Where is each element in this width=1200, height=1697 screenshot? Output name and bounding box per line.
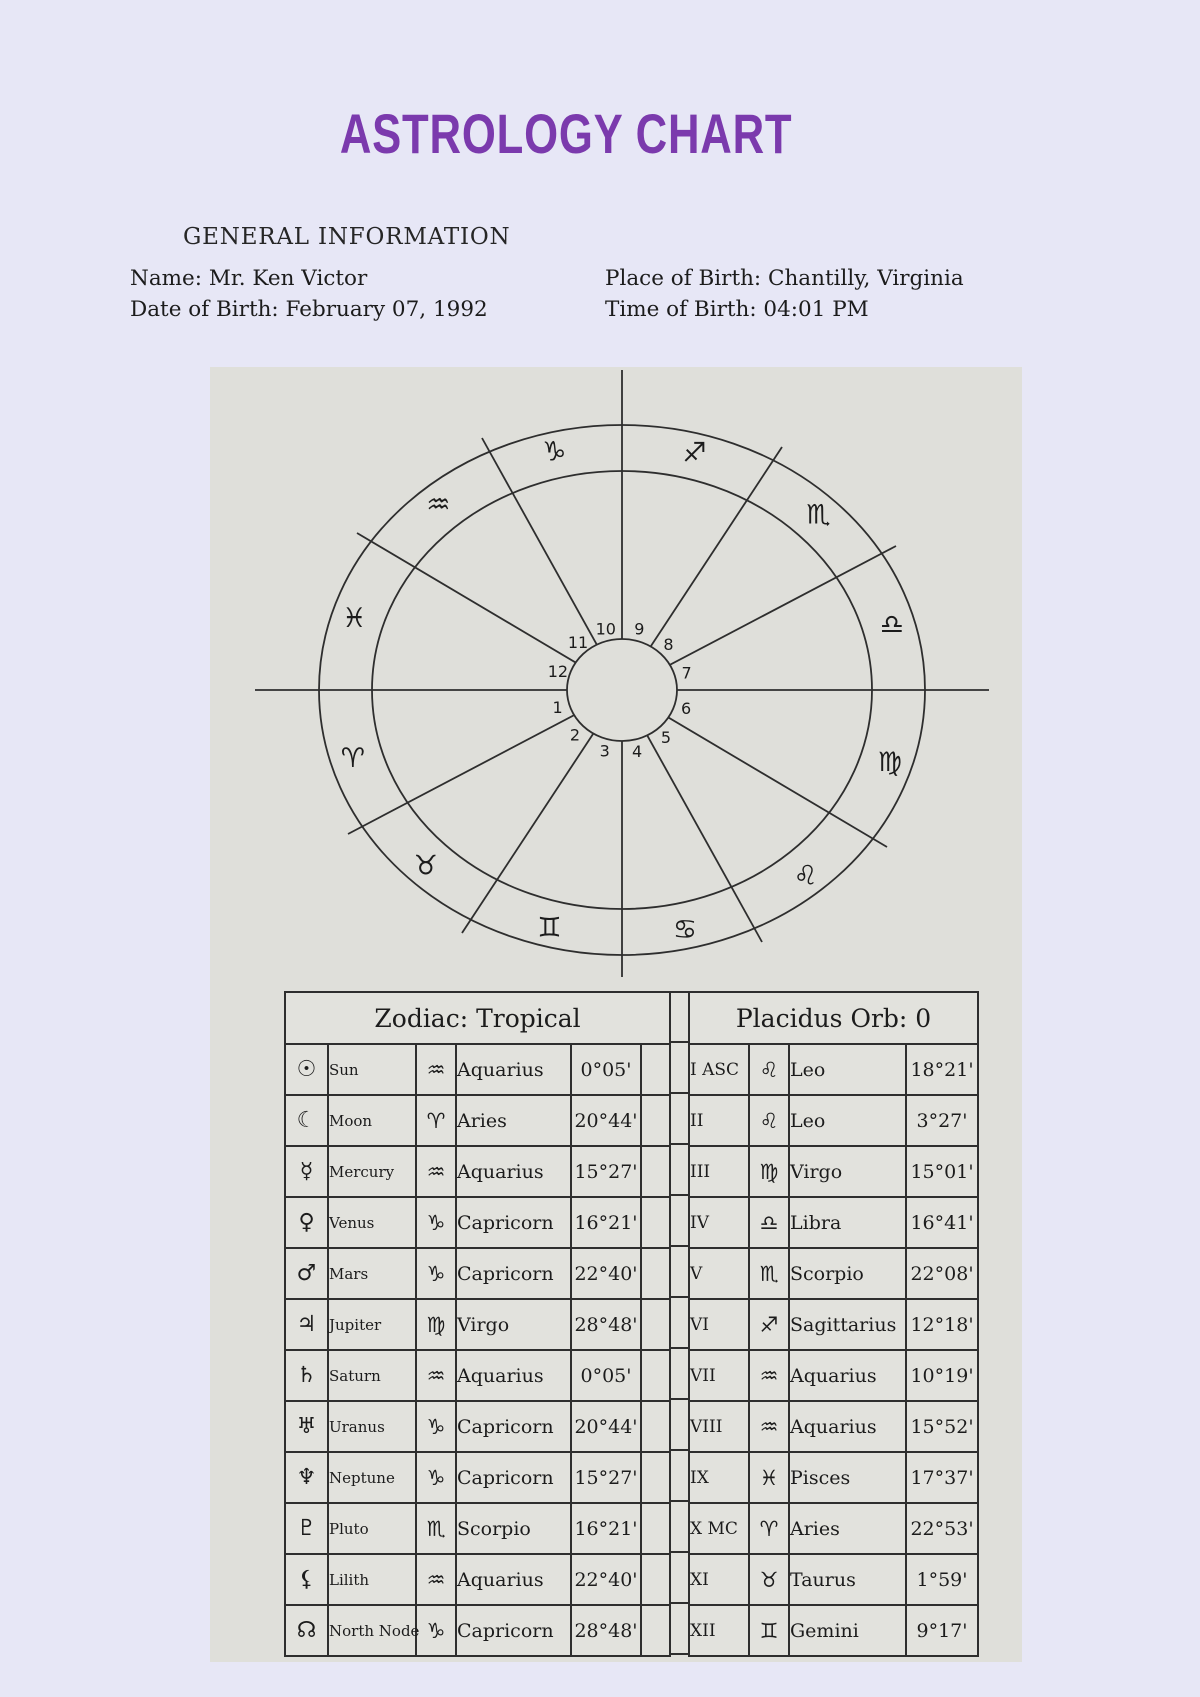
house-number-4: 4 (632, 741, 643, 761)
page-title-text: ASTROLOGY CHART (339, 102, 793, 165)
sign-name: Aquarius (456, 1554, 571, 1605)
date-of-birth-line: Date of Birth: February 07, 1992 (130, 297, 488, 322)
empty-cell (641, 1401, 670, 1452)
planet-name: Mercury (328, 1146, 416, 1197)
sign-name: Capricorn (456, 1248, 571, 1299)
zodiac-sign-taurus-icon: ♉ (413, 850, 438, 882)
house-numeral: VIII (689, 1401, 749, 1452)
degrees-value: 22°53' (906, 1503, 978, 1554)
house-number-5: 5 (660, 728, 672, 747)
sign-name: Aquarius (456, 1350, 571, 1401)
degrees-value: 16°21' (571, 1197, 641, 1248)
planet-row (285, 1146, 670, 1197)
sign-icon: ♑ (416, 1452, 456, 1503)
empty-cell (641, 1248, 670, 1299)
empty-cell (641, 1299, 670, 1350)
sign-icon: ♑ (416, 1401, 456, 1452)
sign-icon: ♍ (416, 1299, 456, 1350)
general-info-left-column (130, 263, 488, 325)
zodiac-planets-table (284, 991, 671, 1657)
sign-name: Aries (789, 1503, 906, 1554)
sign-icon: ♉ (749, 1554, 789, 1605)
planet-icon: ☉ (285, 1044, 328, 1095)
house-numeral: IX (689, 1452, 749, 1503)
house-numeral: IV (689, 1197, 749, 1248)
sign-name: Scorpio (789, 1248, 906, 1299)
sign-icon: ♒ (749, 1350, 789, 1401)
planet-name: Jupiter (328, 1299, 416, 1350)
house-number-10: 10 (595, 619, 616, 639)
sign-icon: ♓ (749, 1452, 789, 1503)
planet-row (285, 1095, 670, 1146)
chart-panel (210, 367, 1022, 1662)
zodiac-sign-gemini-icon: ♊ (537, 912, 562, 944)
degrees-value: 15°52' (906, 1401, 978, 1452)
center-circle (567, 639, 677, 741)
planet-row (285, 1554, 670, 1605)
planet-icon: ♇ (285, 1503, 328, 1554)
houses-table-header-row (689, 992, 978, 1044)
degrees-value: 15°27' (571, 1452, 641, 1503)
planet-icon: ♀ (285, 1197, 328, 1248)
zodiac-sign-aquarius-icon: ♒ (426, 489, 451, 521)
planet-row (285, 1605, 670, 1656)
sign-icon: ♒ (749, 1401, 789, 1452)
planet-name: Saturn (328, 1350, 416, 1401)
house-numeral: XII (689, 1605, 749, 1656)
zodiac-wheel (210, 367, 1022, 1027)
sign-icon: ♍ (749, 1146, 789, 1197)
degrees-value: 17°37' (906, 1452, 978, 1503)
degrees-value: 1°59' (906, 1554, 978, 1605)
houses-table (688, 991, 979, 1657)
sign-name: Scorpio (456, 1503, 571, 1554)
sign-icon: ♈ (749, 1503, 789, 1554)
planet-icon: ♄ (285, 1350, 328, 1401)
planet-icon: ☊ (285, 1605, 328, 1656)
planet-row (285, 1401, 670, 1452)
sign-name: Gemini (789, 1605, 906, 1656)
house-numeral: II (689, 1095, 749, 1146)
planet-icon: ♆ (285, 1452, 328, 1503)
sign-icon: ♌ (749, 1095, 789, 1146)
planet-row (285, 1503, 670, 1554)
sign-name: Taurus (789, 1554, 906, 1605)
degrees-value: 12°18' (906, 1299, 978, 1350)
house-numeral: I ASC (689, 1044, 749, 1095)
degrees-value: 3°27' (906, 1095, 978, 1146)
house-numeral: X MC (689, 1503, 749, 1554)
house-number-11: 11 (567, 633, 589, 652)
table-divider-strip (669, 991, 690, 1655)
sign-name: Leo (789, 1095, 906, 1146)
degrees-value: 9°17' (906, 1605, 978, 1656)
empty-cell (641, 1350, 670, 1401)
planet-name: Venus (328, 1197, 416, 1248)
sign-name: Virgo (456, 1299, 571, 1350)
house-row (689, 1554, 978, 1605)
zodiac-sign-leo-icon: ♌ (793, 860, 818, 892)
sign-name: Capricorn (456, 1197, 571, 1248)
house-numeral: VI (689, 1299, 749, 1350)
planet-icon: ⚸ (285, 1554, 328, 1605)
degrees-value: 18°21' (906, 1044, 978, 1095)
sign-icon: ♐ (749, 1299, 789, 1350)
sign-name: Aquarius (789, 1401, 906, 1452)
sign-icon: ♈ (416, 1095, 456, 1146)
house-number-6: 6 (681, 698, 692, 718)
sign-name: Aquarius (456, 1146, 571, 1197)
house-numeral: XI (689, 1554, 749, 1605)
empty-cell (641, 1197, 670, 1248)
sign-icon: ♒ (416, 1146, 456, 1197)
sign-name: Aquarius (789, 1350, 906, 1401)
empty-cell (641, 1605, 670, 1656)
house-row (689, 1146, 978, 1197)
zodiac-sign-aries-icon: ♈ (340, 742, 365, 774)
planet-name: Neptune (328, 1452, 416, 1503)
degrees-value: 28°48' (571, 1299, 641, 1350)
zodiac-sign-pisces-icon: ♓ (342, 603, 367, 635)
degrees-value: 15°01' (906, 1146, 978, 1197)
planet-row (285, 1197, 670, 1248)
house-number-7: 7 (681, 663, 692, 683)
sign-icon: ♒ (416, 1554, 456, 1605)
house-number-2: 2 (569, 725, 581, 745)
zodiac-table-title: Zodiac: Tropical (285, 992, 670, 1044)
time-of-birth-line: Time of Birth: 04:01 PM (605, 297, 869, 322)
empty-cell (641, 1452, 670, 1503)
general-info-right-column (605, 263, 964, 325)
sign-name: Aries (456, 1095, 571, 1146)
degrees-value: 0°05' (571, 1044, 641, 1095)
degrees-value: 16°21' (571, 1503, 641, 1554)
house-number-1: 1 (552, 697, 563, 717)
planet-name: Sun (328, 1044, 416, 1095)
zodiac-sign-capricorn-icon: ♑ (542, 436, 567, 468)
house-row (689, 1299, 978, 1350)
house-row (689, 1095, 978, 1146)
degrees-value: 16°41' (906, 1197, 978, 1248)
house-row (689, 1503, 978, 1554)
degrees-value: 20°44' (571, 1095, 641, 1146)
sign-icon: ♒ (416, 1044, 456, 1095)
sign-icon: ♒ (416, 1350, 456, 1401)
house-row (689, 1044, 978, 1095)
sign-icon: ♑ (416, 1605, 456, 1656)
sign-name: Capricorn (456, 1452, 571, 1503)
sign-icon: ♌ (749, 1044, 789, 1095)
degrees-value: 15°27' (571, 1146, 641, 1197)
planet-name: Moon (328, 1095, 416, 1146)
zodiac-sign-virgo-icon: ♍ (877, 746, 902, 778)
house-numeral: V (689, 1248, 749, 1299)
degrees-value: 22°40' (571, 1554, 641, 1605)
house-number-3: 3 (599, 741, 610, 761)
houses-table-title: Placidus Orb: 0 (689, 992, 978, 1044)
house-row (689, 1401, 978, 1452)
house-numeral: III (689, 1146, 749, 1197)
degrees-value: 28°48' (571, 1605, 641, 1656)
planet-row (285, 1044, 670, 1095)
planet-row (285, 1248, 670, 1299)
sign-name: Pisces (789, 1452, 906, 1503)
house-number-12: 12 (547, 662, 569, 682)
sign-name: Leo (789, 1044, 906, 1095)
house-row (689, 1248, 978, 1299)
general-information-heading: GENERAL INFORMATION (183, 224, 511, 250)
sign-name: Libra (789, 1197, 906, 1248)
planet-icon: ☿ (285, 1146, 328, 1197)
name-line: Name: Mr. Ken Victor (130, 266, 368, 291)
degrees-value: 22°40' (571, 1248, 641, 1299)
degrees-value: 10°19' (906, 1350, 978, 1401)
house-row (689, 1197, 978, 1248)
house-numeral: VII (689, 1350, 749, 1401)
zodiac-sign-libra-icon: ♎ (879, 609, 904, 641)
empty-cell (641, 1554, 670, 1605)
house-number-8: 8 (663, 635, 674, 655)
planet-icon: ♅ (285, 1401, 328, 1452)
planet-row (285, 1299, 670, 1350)
planet-icon: ☾ (285, 1095, 328, 1146)
sign-name: Sagittarius (789, 1299, 906, 1350)
planet-icon: ♂ (285, 1248, 328, 1299)
degrees-value: 22°08' (906, 1248, 978, 1299)
sign-icon: ♏ (416, 1503, 456, 1554)
sign-name: Aquarius (456, 1044, 571, 1095)
planet-row (285, 1350, 670, 1401)
house-number-9: 9 (634, 619, 645, 639)
planet-icon: ♃ (285, 1299, 328, 1350)
sign-icon: ♑ (416, 1197, 456, 1248)
degrees-value: 20°44' (571, 1401, 641, 1452)
planet-name: Uranus (328, 1401, 416, 1452)
zodiac-sign-sagittarius-icon: ♐ (682, 437, 707, 469)
planet-name: North Node (328, 1605, 416, 1656)
degrees-value: 0°05' (571, 1350, 641, 1401)
planet-name: Mars (328, 1248, 416, 1299)
sign-icon: ♎ (749, 1197, 789, 1248)
planet-name: Pluto (328, 1503, 416, 1554)
page-title (0, 101, 1200, 166)
house-row (689, 1605, 978, 1656)
sign-icon: ♑ (416, 1248, 456, 1299)
empty-cell (641, 1044, 670, 1095)
zodiac-sign-cancer-icon: ♋ (672, 914, 698, 946)
sign-icon: ♏ (749, 1248, 789, 1299)
sign-name: Virgo (789, 1146, 906, 1197)
empty-cell (641, 1095, 670, 1146)
sign-icon: ♊ (749, 1605, 789, 1656)
planet-row (285, 1452, 670, 1503)
sign-name: Capricorn (456, 1605, 571, 1656)
zodiac-table-header-row (285, 992, 670, 1044)
house-row (689, 1452, 978, 1503)
sign-name: Capricorn (456, 1401, 571, 1452)
empty-cell (641, 1146, 670, 1197)
place-of-birth-line: Place of Birth: Chantilly, Virginia (605, 266, 964, 291)
house-row (689, 1350, 978, 1401)
empty-cell (641, 1503, 670, 1554)
zodiac-sign-scorpio-icon: ♏ (806, 499, 831, 531)
planet-name: Lilith (328, 1554, 416, 1605)
